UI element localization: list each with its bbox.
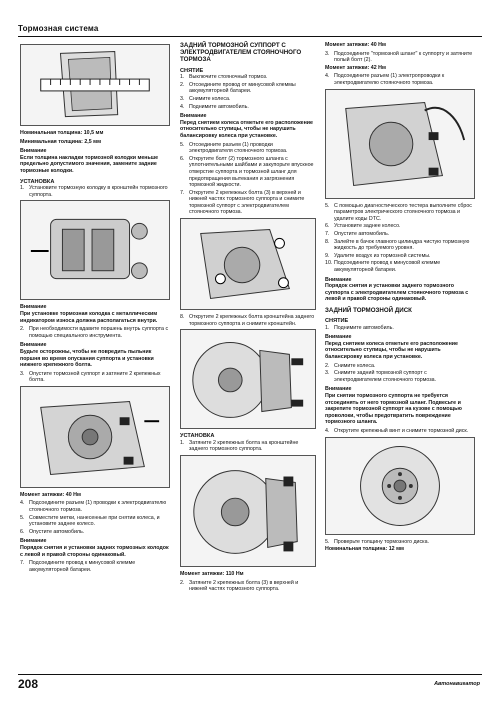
step-6: 6. Установите заднее колесо. — [325, 223, 401, 230]
step-3: 3. Опустите тормозной суппорт и затяните 2 крепежных болта. — [20, 370, 161, 384]
step-3: 3. Снимите задний тормозной суппорт с электродвигателем стояночного тормоза. — [325, 370, 437, 383]
warning-text: Если толщина накладки тормозной колодки меньше предельно допустимого значения, замените задние тормозные колодки. — [20, 154, 159, 174]
step-5: 5. Отсоедините разъем (1) проводки электродвигателя стояночного тормоза. — [180, 141, 288, 155]
figure-caliper-pad-measure — [20, 44, 170, 126]
bracket-removal-illustration — [181, 330, 315, 428]
caliper-removal-illustration — [181, 219, 315, 309]
torque-spec: Момент затяжки: 42 Нм — [325, 64, 386, 71]
section-install: УСТАНОВКА — [180, 433, 215, 440]
bracket-install-illustration — [181, 456, 315, 566]
page-header: Тормозная система — [18, 24, 99, 33]
warning-text: Будьте осторожны, чтобы не повредить пыльник поршня во время опускания суппорта и установки нижнего крепежного болта. — [20, 348, 154, 369]
warning-text: Порядок снятия и установки задних тормозных колодок с левой и правой стороны одинаковый. — [20, 545, 169, 558]
step-3: 3. Подсоедините "тормозной шланг" к суппорту и затяните полый болт (2). — [325, 50, 473, 64]
step-2: 2. Отсоедините провод от минусовой клеммы аккумуляторной батареи. — [180, 81, 296, 95]
figure-pad-install — [20, 200, 170, 300]
section-title-rear-caliper: ЗАДНИЙ ТОРМОЗНОЙ СУППОРТ С ЭЛЕКТРОДВИГАТЕЛЕМ СТОЯНОЧНОГО ТОРМОЗА — [180, 42, 302, 64]
step-5: 5. С помощью диагностического тестера выполните сброс параметров электрического стояночного тормоза и удалите коды DTC. — [325, 202, 472, 222]
page-number: 208 — [18, 677, 39, 691]
warning-text: При снятии тормозного суппорта не требуется отсоединять от него тормозной шланг. Подвесьте и закрепите тормозной суппорт на кузове с помощью проволоки, чтобы предотвратить повреждение тормозного шланга. — [325, 393, 462, 426]
warning-heading: Внимание — [20, 304, 47, 311]
footer-rule — [18, 674, 482, 675]
warning-text: При установке тормозная колодка с металлическим индикатором износа должна располагаться внутри. — [20, 310, 158, 324]
figure-caliper-bolts — [20, 386, 170, 488]
step-7: 7. Опустите автомобиль. — [325, 230, 390, 237]
header-rule — [18, 36, 482, 37]
step-1: 1. Выключите стояночный тормоз. — [180, 74, 268, 81]
warning-text: Порядок снятия и установки заднего тормозного суппорта с электродвигателем стояночного тормоза с левой и правой стороны одинаковый. — [325, 283, 469, 303]
figure-caliper-removal — [180, 218, 316, 310]
step-1: 1. Установите тормозную колодку в кронштейн тормозного суппорта. — [20, 185, 168, 198]
warning-text: Перед снятием колеса отметьте его расположение относительно ступицы, чтобы не нарушить балансировку колеса при установке. — [180, 119, 314, 139]
spec-min-thickness: Минимальная толщина: 2,5 мм — [20, 138, 102, 145]
torque-spec: Момент затяжки: 110 Нм — [180, 571, 244, 578]
figure-bracket-removal — [180, 329, 316, 429]
step-2: 2. При необходимости вдавите поршень внутрь суппорта с помощью специального инструмента. — [20, 326, 169, 339]
step-5: 5. Проверьте толщину тормозного диска. — [325, 538, 429, 545]
warning-heading: Внимание — [325, 386, 352, 393]
section-title-rear-disc: ЗАДНИЙ ТОРМОЗНОЙ ДИСК — [325, 306, 412, 314]
spec-nominal-thickness: Номинальная толщина: 10,5 мм — [20, 130, 104, 136]
step-6: 6. Опустите автомобиль. — [20, 528, 85, 535]
warning-heading: Внимание — [20, 538, 47, 545]
spec-disc-thickness: Номинальная толщина: 12 мм — [325, 546, 404, 553]
step-4: 4. Подсоедините разъем (1) проводки к электродвигателю стояночного тормоза. — [20, 500, 167, 514]
step-7: 7. Подсоедините провод к минусовой клемме аккумуляторной батареи. — [20, 560, 136, 573]
step-4: 4. Подсоедините разъем (1) электропроводки к электродвигателю стояночного тормоза. — [325, 73, 445, 86]
brake-disc-illustration — [326, 438, 474, 534]
column-1 — [20, 42, 170, 574]
torque-spec: Момент затяжки: 40 Нм — [20, 491, 81, 498]
pad-install-illustration — [21, 201, 169, 299]
caliper-bolts-illustration — [21, 387, 169, 487]
column-2 — [180, 42, 316, 594]
step-8: 8. Залейте в бачок главного цилиндра чистую тормозную жидкость до требуемого уровня. — [325, 238, 470, 252]
step-10: 10. Подсоедините провод к минусовой клемме аккумуляторной батареи. — [325, 260, 441, 273]
step-4: 4. Открутите крепежный винт и снимите тормозной диск. — [325, 427, 469, 434]
step-4: 4. Поднимите автомобиль. — [180, 103, 249, 110]
figure-bracket-install — [180, 455, 316, 567]
column-3 — [325, 42, 475, 555]
step-5: 5. Совместите метки, нанесенные при снятии колеса, и установите заднее колесо. — [20, 514, 160, 528]
warning-heading: Внимание — [325, 334, 352, 341]
step-2: 2. Снимите колеса. — [325, 362, 376, 369]
step-install-2: 2. Затяните 2 крепежных болта (3) в верхней и нижней частях тормозного суппорта. — [180, 579, 299, 593]
brand-name: Автонавигатор — [434, 681, 480, 687]
step-7: 7. Открутите 2 крепежных болта (3) в верхней и нижней частях тормозного суппорта и снимите тормозной суппорт с электродвигателем стояночного тормоза. — [180, 189, 305, 216]
warning-heading: Внимание — [325, 276, 352, 283]
figure-brake-disc — [325, 437, 475, 535]
step-3: 3. Снимите колеса. — [180, 95, 231, 102]
warning-text: Перед снятием колеса отметьте его расположение относительно ступицы, чтобы не нарушить балансировку колеса при установке. — [325, 340, 459, 361]
step-8: 8. Открутите 2 крепежных болта кронштейна заднего тормозного суппорта и снимите кронштейн. — [180, 314, 315, 327]
step-9: 9. Удалите воздух из тормозной системы. — [325, 252, 431, 259]
warning-heading: Внимание — [20, 342, 47, 349]
step-1: 1. Поднимите автомобиль. — [325, 324, 394, 331]
step-install-1: 1. Затяните 2 крепежных болта на кронштейне заднего тормозного суппорта. — [180, 439, 299, 453]
section-install: УСТАНОВКА — [20, 178, 55, 185]
section-removal: СНЯТИЕ — [180, 67, 204, 74]
step-6: 6. Открутите болт (2) тормозного шланга с уплотнительными шайбами и закупорьте впускное отверстие суппорта и тормозной шланг для предотвращения вытекания и загрязнения тормозной жидкости. — [180, 155, 314, 189]
torque-spec: Момент затяжки: 40 Нм — [325, 42, 386, 48]
section-removal: СНЯТИЕ — [325, 318, 349, 325]
pad-measure-illustration — [21, 45, 169, 125]
figure-caliper-hose — [325, 89, 475, 199]
warning-heading: Внимание — [20, 148, 47, 155]
warning-heading: Внимание — [180, 113, 207, 120]
caliper-hose-illustration — [326, 90, 474, 198]
